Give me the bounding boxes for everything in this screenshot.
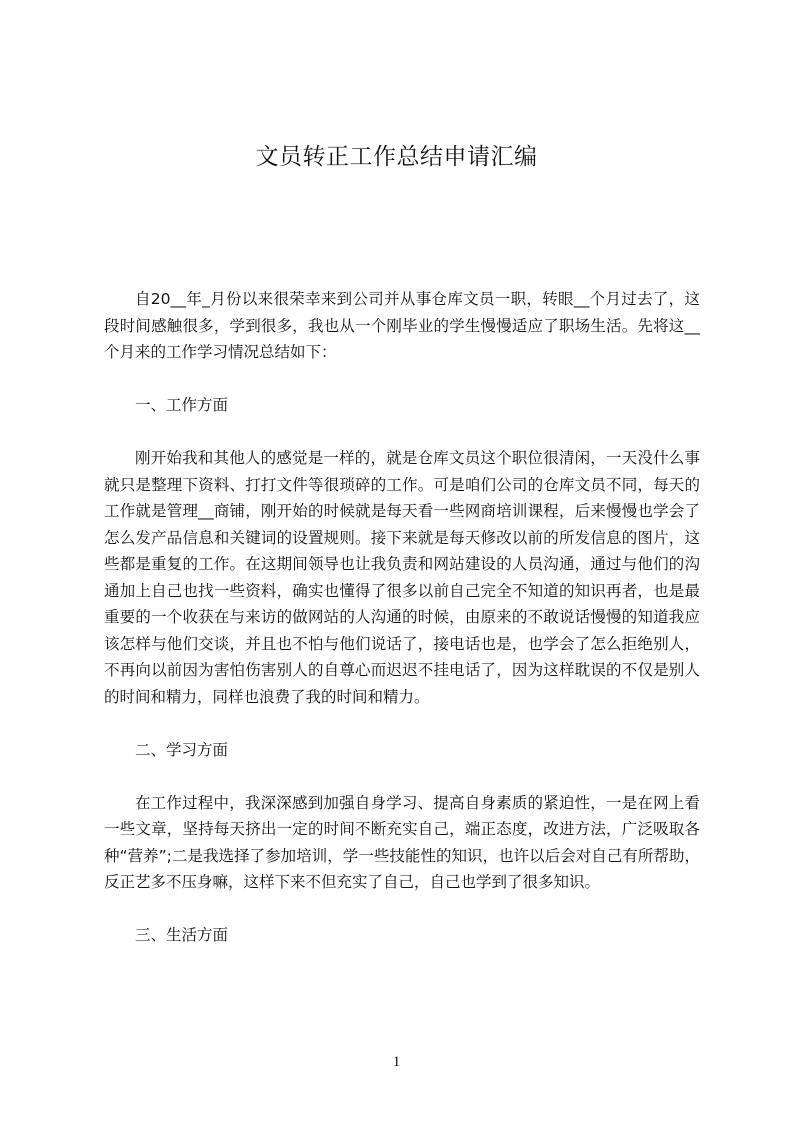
section-heading-life: 三、生活方面 bbox=[135, 926, 229, 944]
document-body bbox=[104, 286, 700, 949]
section-body-study: 在工作过程中，我深深感到加强自身学习、提高自身素质的紧迫性，一是在网上看一些文章，坚持每天挤出一定的时间不断充实自己，端正态度，改进方法，广泛吸取各种“营养”;二是我选择了参加培训，学一些技能性的知识，也许以后会对自己有所帮助，反正艺多不压身嘛，这样下来不但充实了自己，自己也学到了很多知识。 bbox=[104, 793, 700, 891]
section-heading-study: 二、学习方面 bbox=[135, 740, 229, 759]
section-body-work: 刚开始我和其他人的感觉是一样的，就是仓库文员这个职位很清闲，一天没什么事就只是整理下资料、打打文件等很琐碎的工作。可是咱们公司的仓库文员不同，每天的工作就是管理__商铺，刚开始的时候就是每天看一些网商培训课程，后来慢慢也学会了怎么发产品信息和关键词的设置规则。接下来就是每天修改以前的所发信息的图片，这些都是重复的工作。在这期间领导也让我负责和网站建设的人员沟通，通过与他们的沟通加上自己也找一些资料，确实也懂得了很多以前自己完全不知道的知识再者，也是最重要的一个收获在与来访的做网站的人沟通的时候，由原来的不敢说话慢慢的知道我应该怎样与他们交谈，并且也不怕与他们说话了，接电话也是，也学会了怎么拒绝别人，不再向以前因为害怕伤害别人的自尊心而迟迟不挂电话了，因为这样耽误的不仅是别人的时间和精力，同样也浪费了我的时间和精力。 bbox=[104, 449, 700, 706]
page-number: 1 bbox=[392, 1054, 401, 1070]
intro-paragraph: 自20__年_月份以来很荣幸来到公司并从事仓库文员一职，转眼__个月过去了，这段时间感触很多，学到很多，我也从一个刚毕业的学生慢慢适应了职场生活。先将这__个月来的工作学习情况总结如下： bbox=[104, 290, 700, 361]
document-title: 文员转正工作总结申请汇编 bbox=[255, 144, 538, 170]
section-heading-work: 一、工作方面 bbox=[135, 396, 229, 414]
